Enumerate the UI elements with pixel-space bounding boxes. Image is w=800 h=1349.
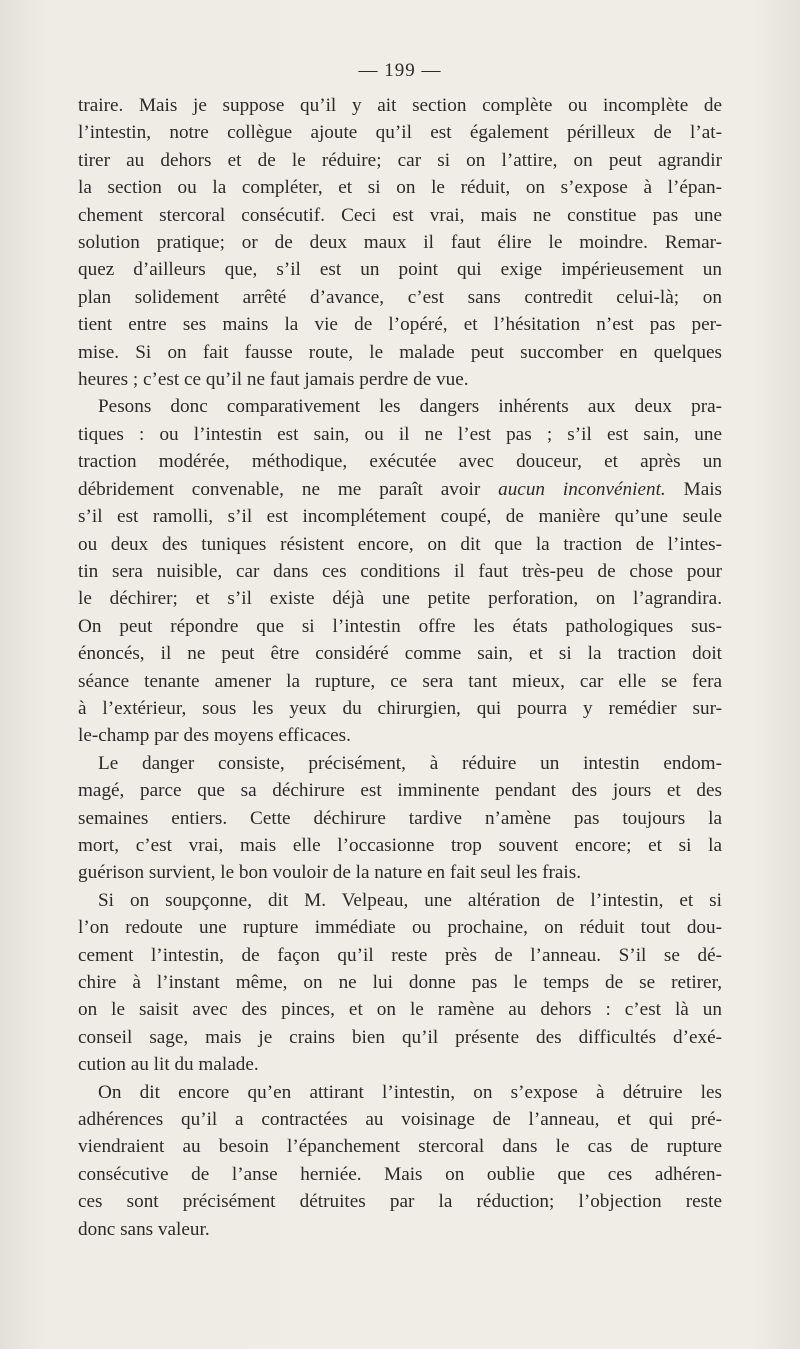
text-line: magé, parce que sa déchirure est imminente pendant des jours et des [78, 780, 722, 802]
text-line: solution pratique; or de deux maux il faut élire le moindre. Remar- [78, 232, 722, 254]
text-line: le déchirer; et s’il existe déjà une petite perforation, on l’agrandira. [78, 588, 722, 610]
text-line: consécutive de l’anse herniée. Mais on oublie que ces adhéren- [78, 1163, 722, 1185]
text-line: énoncés, il ne peut être considéré comme sain, et si la traction doit [78, 643, 722, 665]
text-line: la section ou la compléter, et si on le réduit, on s’expose à l’épan- [78, 177, 722, 199]
text-line: plan solidement arrêté d’avance, c’est sans contredit celui-là; on [78, 286, 722, 308]
text-line: viendraient au besoin l’épanchement stercoral dans le cas de rupture [78, 1136, 722, 1158]
text-line: adhérences qu’il a contractées au voisinage de l’anneau, et qui pré- [78, 1109, 722, 1131]
text-line: traire. Mais je suppose qu’il y ait section complète ou incomplète de [78, 95, 722, 116]
text-line: séance tenante amener la rupture, ce sera tant mieux, car elle se fera [78, 670, 722, 692]
text-line: conseil sage, mais je crains bien qu’il présente des difficultés d’exé- [78, 1026, 722, 1048]
text-line: semaines entiers. Cette déchirure tardive n’amène pas toujours la [78, 807, 722, 829]
text-line: débridement convenable, ne me paraît avoir aucun inconvénient. Mais [78, 478, 723, 500]
italic-phrase: aucun inconvénient. [498, 478, 666, 500]
text-line: à l’extérieur, sous les yeux du chirurgien, qui pourra y remédier sur- [78, 697, 722, 719]
text-line: tiques : ou l’intestin est sain, ou il ne l’est pas ; s’il est sain, une [78, 423, 722, 445]
text-line: mise. Si on fait fausse route, le malade peut succomber en quelques [78, 341, 722, 363]
text-line: guérison survient, le bon vouloir de la nature en fait seul les frais. [78, 862, 581, 884]
text-line: cution au lit du malade. [78, 1054, 259, 1076]
text-line: tirer au dehors et de le réduire; car si on l’attire, on peut agrandir [78, 149, 722, 171]
page-number: — 199 — [358, 60, 442, 81]
text-line: Le danger consiste, précisément, à réduire un intestin endom- [98, 752, 722, 774]
text-line: On peut répondre que si l’intestin offre les états pathologiques sus- [78, 615, 722, 637]
body-text [78, 92, 722, 1243]
text-line: tin sera nuisible, car dans ces conditions il faut très-peu de chose pour [78, 560, 722, 582]
text-line: quez d’ailleurs que, s’il est un point qui exige impérieusement un [78, 259, 722, 281]
text-line: Si on soupçonne, dit M. Velpeau, une altération de l’intestin, et si [98, 889, 722, 911]
text-line: tient entre ses mains la vie de l’opéré, et l’hésitation n’est pas per- [78, 314, 722, 336]
text-line: heures ; c’est ce qu’il ne faut jamais perdre de vue. [78, 369, 469, 391]
text-line: l’on redoute une rupture immédiate ou prochaine, on réduit tout dou- [78, 917, 722, 939]
text-line: mort, c’est vrai, mais elle l’occasionne trop souvent encore; et si la [78, 834, 722, 856]
text-line: On dit encore qu’en attirant l’intestin, on s’expose à détruire les [98, 1081, 722, 1103]
text-line: cement l’intestin, de façon qu’il reste près de l’anneau. S’il se dé- [78, 944, 722, 966]
text-line: chire à l’instant même, on ne lui donne pas le temps de se retirer, [78, 972, 722, 993]
text-line: ces sont précisément détruites par la réduction; l’objection reste [78, 1191, 722, 1213]
text-line: on le saisit avec des pinces, et on le ramène au dehors : c’est là un [78, 999, 722, 1021]
text-line: s’il est ramolli, s’il est incomplétement coupé, de manière qu’une seule [78, 506, 722, 528]
text-line: chement stercoral consécutif. Ceci est vrai, mais ne constitue pas une [78, 204, 722, 226]
text-line: traction modérée, méthodique, exécutée avec douceur, et après un [78, 451, 722, 473]
text-line: Pesons donc comparativement les dangers inhérents aux deux pra- [98, 396, 722, 418]
text-line: l’intestin, notre collègue ajoute qu’il est également périlleux de l’at- [78, 122, 722, 144]
text-line: ou deux des tuniques résistent encore, on dit que la traction de l’intes- [78, 533, 722, 555]
text-line: le-champ par des moyens efficaces. [78, 725, 351, 747]
text-line: donc sans valeur. [78, 1218, 210, 1240]
